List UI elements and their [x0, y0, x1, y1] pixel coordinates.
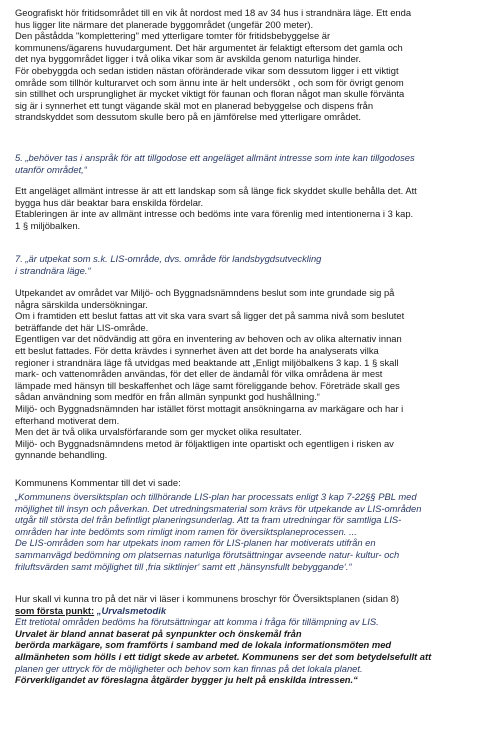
comment-title: [15, 477, 491, 489]
first-point-line: [15, 605, 491, 617]
section-5-line: bygga hus där beaktar bara enskilda fördelar.: [15, 196, 204, 208]
final-line: Ett tretiotal områden bedöms ha förutsättningar att komma i fråga för tillämpning av LIS.: [15, 616, 379, 628]
section-7-line: Om i framtiden ett beslut fattas att vit ska vara svart så ligger det på samma nivå som beslutet: [15, 310, 405, 322]
comment-line: utgår till största del från befintligt planeringsunderlag. Att ta fram utredningar för samtliga LIS-: [15, 514, 402, 526]
final-line-bold-part: allmänheten som hölls i ett tidigt skede av arbetet. Kommunens ser det som betydelsefullt att: [15, 650, 432, 662]
intro-line: sig är i synnerhet ett tungt vägande skäl mot en planerad bebyggelse och dispens från: [15, 99, 374, 111]
section-7-line: lämpade med hänsyn till beskaffenhet och läge samt föreliggande behov. Företräde skall ges: [15, 379, 400, 391]
section-7-line: Miljö- och Byggnadsnämnden har istället först mottagit ansökningarna av markägare och har i: [15, 402, 404, 414]
intro-line: För obebyggda och sedan istiden nästan oföränderade vikar som dessutom ligger i ett viktigt: [15, 64, 399, 76]
section-5-line: 1 § miljöbalken.: [15, 219, 81, 231]
section-5-line: Ett angeläget allmänt intresse är att ett landskap som så länge fick skyddet skulle behålla det. Att: [15, 185, 417, 196]
first-point-label: som första punkt:: [15, 604, 95, 616]
final-paragraph: [15, 593, 491, 686]
intro-line: det nya byggområdet ligger i två olika vikar som är avskilda genom naturliga hinder.: [15, 53, 362, 65]
section-7-line: ett beslut fattades. För detta krävdes i synnerhet även att det borde ha analyserats vilka: [15, 344, 379, 356]
comment-line: områden har inte bedömts som rimligt inom ramen för översiktsplaneprocessen. ...: [15, 525, 357, 537]
comment-line: sammanvägd bedömning om platsernas naturliga förutsättningar avseende natur- kultur- och: [15, 548, 400, 560]
section-7-line: Men det är två olika urvalsförfarande som ger mycket olika resultater.: [15, 426, 302, 438]
final-line: Urvalet är bland annat baserat på synpunkter och önskemål från: [15, 627, 302, 639]
intro-line: hus ligger lite närmare det planerade byggområdet (ungefär 200 meter).: [15, 18, 314, 30]
section-7-line: Miljö- och Byggnadsnämndens metod är följaktligen inte opartiskt och egentligen i risken av: [15, 437, 394, 449]
comment-line: möjlighet till insyn och påverkan. Det utredningsmaterial som krävs för utpekande av LIS-områden: [15, 502, 422, 514]
final-intro-line: Hur skall vi kunna tro på det när vi läser i kommunens broschyr för Översiktsplanen (sidan 8): [15, 593, 400, 604]
final-line: planen ger uttryck för de möjligheter och behov som kan finnas på det lokala planet.: [15, 662, 363, 674]
comment-quote: [15, 491, 491, 572]
section-5-heading: [15, 152, 491, 175]
section-7-line: några särskilda undersökningar.: [15, 298, 148, 310]
section-5-paragraph: [15, 185, 491, 231]
intro-line: Den påstådda "komplettering" med ytterligare tomter för fritidsbebyggelse är: [15, 30, 331, 42]
section-7-line: Egentligen var det nödvändig att göra en inventering av behoven och av olika alternativ innan: [15, 333, 402, 345]
intro-line: kommunens/ägarens huvudargument. Det här argumentet är felaktigt eftersom det gamla och: [15, 41, 403, 53]
section-7-line: gynnande behandling.: [15, 449, 108, 461]
intro-line: område som tillhör kulturarvet och som ännu inte är helt undersökt , och som för övrigt genom: [15, 76, 404, 88]
section-7-line: mark- och vattenområden användas, för det eller de ändamål för vilka områdena är mest: [15, 368, 383, 380]
comment-line: „Kommunens översiktsplan och tillhörande LIS-plan har processats enligt 3 kap 7-22§§ PBL med: [15, 491, 417, 502]
section-5-line: Etableringen är inte av allmänt intresse och bedöms inte vara förenlig med intentionerna i 3 kap.: [15, 208, 414, 220]
final-line: berörda markägare, som framförts i samband med de lokala informationsmöten med: [15, 639, 392, 651]
section-7-paragraph: [15, 287, 491, 461]
section-7-heading: [15, 253, 491, 276]
section-7-line: Utpekandet av området var Miljö- och Byggnadsnämndens beslut som inte grundade sig på: [15, 287, 395, 298]
intro-line: strandskyddet som dessutom skulle bero på en jämförelse med ytterligare området.: [15, 111, 361, 123]
intro-line: sin stillhet och ursprunglighet är mycket viktigt för faunan och floran något man skulle förvänta: [15, 88, 405, 100]
intro-line: Geografiskt hör fritidsområdet till en vik åt nordost med 18 av 34 hus i strandnära läge. Ett enda: [15, 7, 412, 18]
intro-paragraph: [15, 7, 491, 123]
section-7-line: efterhand motiverat dem.: [15, 414, 120, 426]
section-7-line: beträffande det här LIS-område.: [15, 321, 149, 333]
comment-line: friluftsvärden samt möjlighet till ‚fria siktlinjer‘ samt ett ‚hänsynsfullt bebyggande‘.“: [15, 560, 352, 572]
section-5-heading-line: 5. „behöver tas i anspråk för att tillgodose ett angeläget allmänt intresse som inte kan tillgodoses: [15, 152, 415, 163]
first-point-value: „Urvalsmetodik: [94, 604, 167, 616]
final-line: Förverkligandet av föreslagna åtgärder bygger ju helt på enskilda intressen.“: [15, 674, 358, 686]
final-line: [15, 651, 491, 663]
section-7-line: regioner i strandnära läge få utvidgas med beaktande att „Enligt miljöbalkens 3 kap. 1 § skall: [15, 356, 399, 368]
section-7-heading-line: i strandnära läge.“: [15, 264, 91, 276]
comment-line: De LIS-områden som har utpekats inom ramen för LIS-planen har motiverats utifrån en: [15, 537, 376, 549]
comment-title-line: Kommunens Kommentar till det vi sade:: [15, 477, 181, 488]
section-7-line: sådan användning som medför en från allmän synpunkt god hushållning.“: [15, 391, 320, 403]
section-7-heading-line: 7. „är utpekat som s.k. LIS-område, dvs. område för landsbygdsutveckling: [15, 253, 322, 264]
section-5-heading-line: utanför området,“: [15, 163, 87, 175]
